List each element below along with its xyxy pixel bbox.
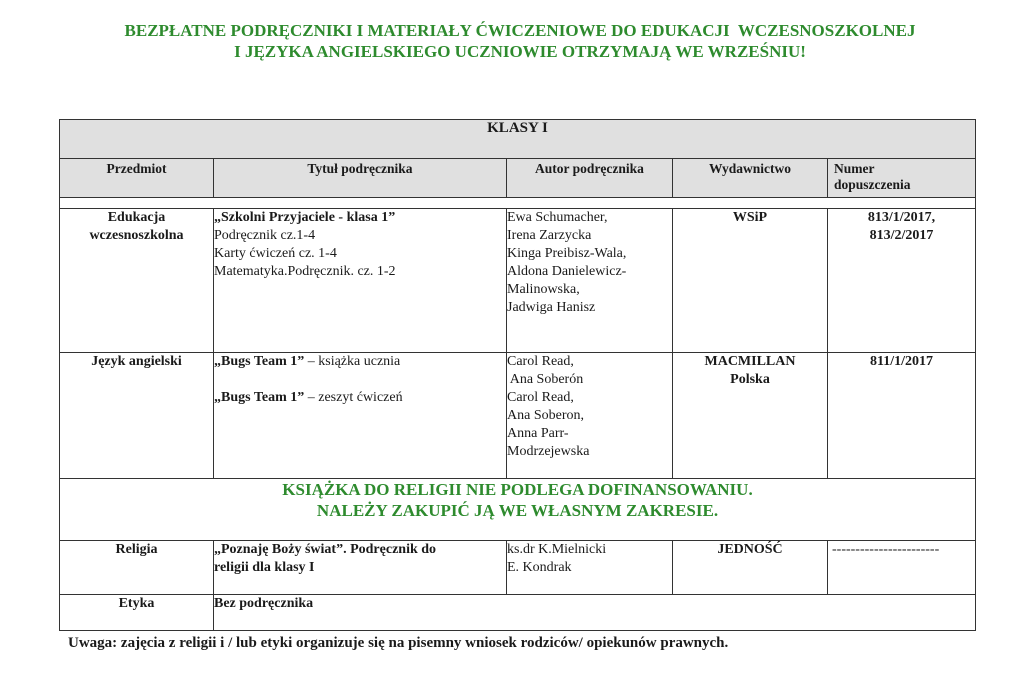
heading-line-1: BEZPŁATNE PODRĘCZNIKI I MATERIAŁY ĆWICZENIOWE DO EDUKACJI WCZESNOSZKOLNEJ (124, 21, 916, 40)
publisher-cell: WSiP (673, 209, 828, 353)
textbook-table (59, 119, 976, 631)
number-cell: ----------------------- (828, 541, 976, 595)
class-title: KLASY I (60, 120, 976, 159)
heading-line-2: I JĘZYKA ANGIELSKIEGO UCZNIOWIE OTRZYMAJĄ WE WRZEŚNIU! (234, 42, 806, 61)
page-heading (0, 20, 1024, 62)
header-title: Tytuł podręcznika (214, 159, 507, 198)
table-row (60, 209, 976, 353)
spacer-row (60, 198, 976, 209)
title-cell: „Szkolni Przyjaciele - klasa 1” Podręcznik cz.1-4 Karty ćwiczeń cz. 1-4 Matematyka.Podręcznik. cz. 1-2 (214, 209, 507, 353)
title-cell: „Bugs Team 1” – książka ucznia „Bugs Team 1” – zeszyt ćwiczeń (214, 353, 507, 479)
religion-notice: KSIĄŻKA DO RELIGII NIE PODLEGA DOFINANSOWANIU. NALEŻY ZAKUPIĆ JĄ WE WŁASNYM ZAKRESIE. (60, 479, 976, 541)
publisher-cell: JEDNOŚĆ (673, 541, 828, 595)
title-cell: „Poznaję Boży świat”. Podręcznik do religii dla klasy I (214, 541, 507, 595)
author-cell: Carol Read, Ana Soberón Carol Read, Ana Soberon, Anna Parr- Modrzejewska (507, 353, 673, 479)
class-title-row (60, 120, 976, 159)
table-row (60, 353, 976, 479)
author-cell: Ewa Schumacher, Irena Zarzycka Kinga Preibisz-Wala, Aldona Danielewicz- Malinowska, Jadwiga Hanisz (507, 209, 673, 353)
subject-cell: Edukacja wczesnoszkolna (60, 209, 214, 353)
title-cell: Bez podręcznika (214, 595, 976, 631)
author-cell: ks.dr K.Mielnicki E. Kondrak (507, 541, 673, 595)
subject-cell: Religia (60, 541, 214, 595)
header-subject: Przedmiot (60, 159, 214, 198)
publisher-cell: MACMILLAN Polska (673, 353, 828, 479)
header-number: Numer dopuszczenia (828, 159, 976, 198)
number-cell: 813/1/2017, 813/2/2017 (828, 209, 976, 353)
header-author: Autor podręcznika (507, 159, 673, 198)
number-cell: 811/1/2017 (828, 353, 976, 479)
table-row (60, 595, 976, 631)
header-publisher: Wydawnictwo (673, 159, 828, 198)
subject-cell: Język angielski (60, 353, 214, 479)
table-row (60, 541, 976, 595)
header-row (60, 159, 976, 198)
notice-row (60, 479, 976, 541)
footnote: Uwaga: zajęcia z religii i / lub etyki organizuje się na pisemny wniosek rodziców/ opiekunów prawnych. (68, 635, 729, 651)
subject-cell: Etyka (60, 595, 214, 631)
